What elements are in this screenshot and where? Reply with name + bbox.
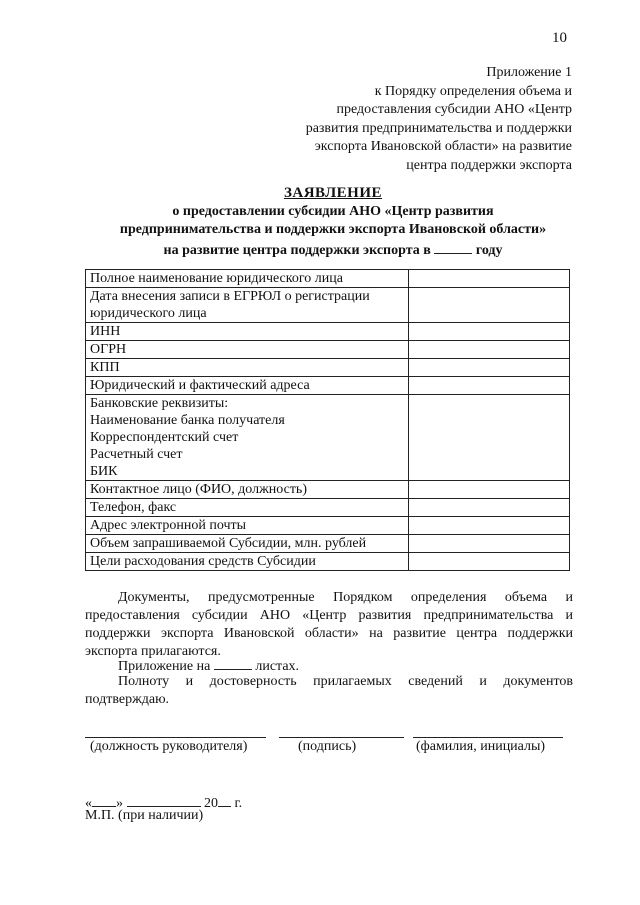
table-row [86,553,570,571]
field-label-cell [86,395,409,481]
field-value-cell[interactable] [409,270,570,288]
field-label-cell [86,359,409,377]
attachment-prefix: Приложение на [118,659,211,674]
field-value-cell[interactable] [409,288,570,323]
year-prefix: 20 [204,796,218,811]
appendix-line: центра поддержки экспорта [406,157,572,173]
sheets-blank[interactable] [214,655,252,670]
field-label: юридического лица [90,306,207,321]
field-label-cell [86,341,409,359]
field-label: Объем запрашиваемой Субсидии, млн. рублей [90,536,367,551]
field-label-cell [86,499,409,517]
title-line-2: предпринимательства и поддержки экспорта Ивановской области» [119,222,547,237]
confirmation-line-2: подтверждаю. [85,692,170,707]
field-label-cell [86,481,409,499]
field-label: Юридический и фактический адреса [90,378,310,393]
field-value-cell[interactable] [409,377,570,395]
appendix-line: предоставления субсидии АНО «Центр [336,102,572,117]
stamp-note: М.П. (при наличии) [85,808,204,823]
field-value-cell[interactable] [409,359,570,377]
appendix-header [272,64,572,175]
table-row [86,535,570,553]
field-label: Цели расходования средств Субсидии [90,554,316,569]
field-label: Наименование банка получателя [90,413,285,428]
field-label: КПП [90,360,120,375]
field-label: Телефон, факс [90,500,177,515]
title-line-3-prefix: на развитие центра поддержки экспорта в [163,243,431,258]
applicant-details-table [85,269,570,571]
title-line-3 [84,239,582,260]
position-signature-line[interactable] [85,737,266,738]
field-label-cell [86,535,409,553]
field-label: ОГРН [90,342,127,357]
year-blank[interactable] [434,239,472,254]
name-signature-line[interactable] [413,737,563,738]
field-value-cell[interactable] [409,499,570,517]
field-label-cell [86,323,409,341]
signature-caption: (подпись) [298,739,357,754]
field-label: Дата внесения записи в ЕГРЮЛ о регистрации [90,289,370,304]
field-label: Банковские реквизиты: [90,396,229,411]
field-label-cell [86,517,409,535]
table-row [86,359,570,377]
table-row [86,341,570,359]
field-label: ИНН [90,324,121,339]
documents-paragraph: Документы, предусмотренные Порядком определения объема и предоставления субсидии АНО «Центр развития предпринимательства и поддержки экспорта Ивановской области» на развитие центра поддержки экспорта прилагаются. [85,590,573,659]
title-line-3-suffix: году [475,243,503,258]
date-open-quote: « [85,796,92,811]
year-suffix: г. [234,796,243,811]
position-caption: (должность руководителя) [90,739,248,754]
year-digits-blank[interactable] [218,792,231,807]
attachment-suffix: листах. [255,659,300,674]
table-row [86,481,570,499]
field-label: Адрес электронной почты [90,518,247,533]
table-row [86,517,570,535]
month-blank[interactable] [127,792,201,807]
table-row [86,377,570,395]
table-row [86,395,570,481]
confirmation-paragraph [85,673,573,709]
signature-line[interactable] [279,737,404,738]
field-value-cell[interactable] [409,341,570,359]
field-value-cell[interactable] [409,481,570,499]
table-row [86,499,570,517]
name-caption: (фамилия, инициалы) [416,739,546,754]
field-value-cell[interactable] [409,323,570,341]
field-label-cell [86,553,409,571]
field-label: Контактное лицо (ФИО, должность) [90,482,307,497]
field-label: Полное наименование юридического лица [90,271,343,286]
field-value-cell[interactable] [409,553,570,571]
title-heading: ЗАЯВЛЕНИЕ [283,185,383,201]
appendix-line: экспорта Ивановской области» на развитие [314,139,572,154]
table-row [86,270,570,288]
day-blank[interactable] [92,792,116,807]
field-value-cell[interactable] [409,517,570,535]
appendix-line: Приложение 1 [486,65,572,80]
date-close-quote: » [116,796,123,811]
field-label: Расчетный счет [90,447,183,462]
field-label-cell [86,377,409,395]
field-label-cell [86,270,409,288]
appendix-line: к Порядку определения объема и [374,83,572,99]
field-value-cell[interactable] [409,395,570,481]
appendix-line: развития предпринимательства и поддержки [305,120,572,136]
page-number: 10 [552,30,567,46]
title-line-1: о предоставлении субсидии АНО «Центр развития [172,204,494,219]
document-title [84,184,582,260]
field-label-cell [86,288,409,323]
table-row [86,323,570,341]
field-label: БИК [90,464,118,479]
table-row [86,288,570,323]
field-value-cell[interactable] [409,535,570,553]
field-label: Корреспондентский счет [90,430,239,445]
confirmation-line-1: Полноту и достоверность прилагаемых сведений и документов [118,674,573,689]
